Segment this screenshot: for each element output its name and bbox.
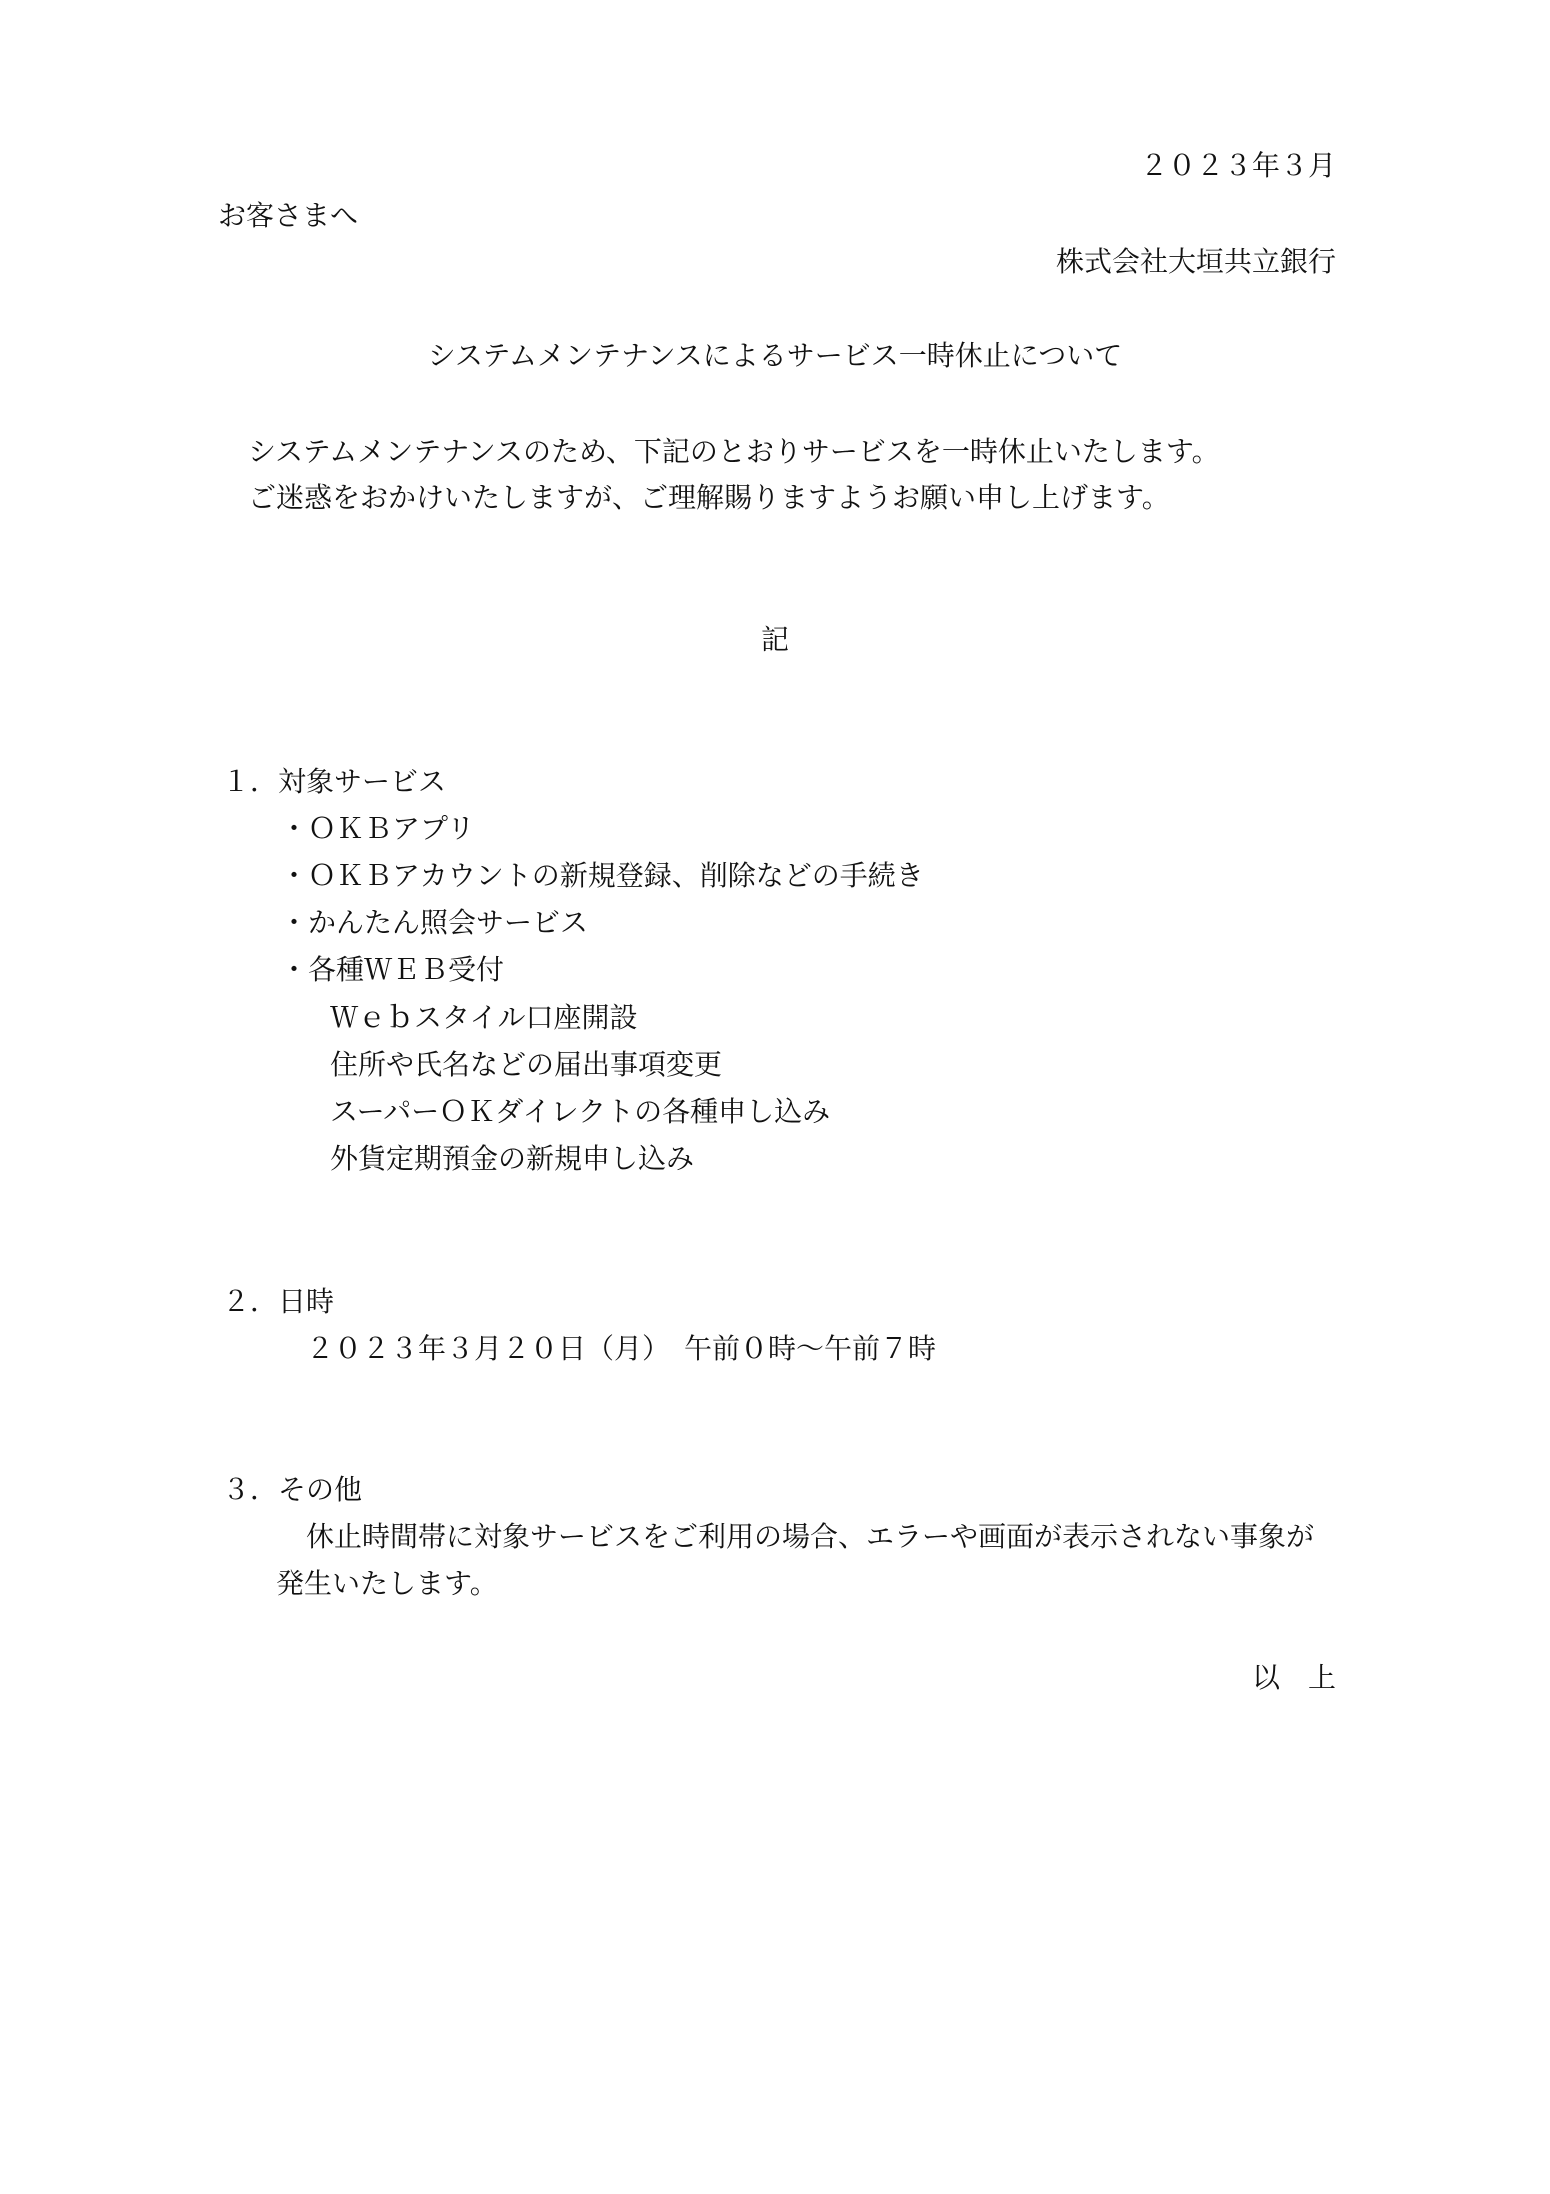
addressee: お客さまへ (218, 199, 359, 232)
web-sub-item-account-opening: Ｗｅｂスタイル口座開設 (330, 1001, 638, 1034)
intro-line-1: システムメンテナンスのため、下記のとおりサービスを一時休止いたします。 (248, 435, 1220, 468)
web-sub-item-foreign-deposit: 外貨定期預金の新規申し込み (330, 1142, 695, 1175)
service-item-okb-app: ・ＯＫＢアプリ (280, 812, 475, 845)
sender-name: 株式会社大垣共立銀行 (1055, 245, 1336, 278)
ki-heading: 記 (760, 623, 789, 656)
closing-ijou: 以 上 (1251, 1661, 1336, 1694)
service-item-okb-account: ・ＯＫＢアカウントの新規登録、削除などの手続き (280, 859, 924, 892)
intro-line-2: ご迷惑をおかけいたしますが、ご理解賜りますようお願い申し上げます。 (248, 481, 1170, 514)
section3-heading: ３．その他 (222, 1473, 363, 1506)
section3-body-line-1: 休止時間帯に対象サービスをご利用の場合、エラーや画面が表示されない事象が (306, 1520, 1315, 1553)
section1-heading: １．対象サービス (222, 765, 447, 798)
document-title: システムメンテナンスによるサービス一時休止について (427, 339, 1123, 372)
web-sub-item-super-ok-direct: スーパーＯＫダイレクトの各種申し込み (330, 1095, 831, 1128)
maintenance-datetime: ２０２３年３月２０日（月） 午前０時～午前７時 (306, 1332, 937, 1365)
section3-body-line-2: 発生いたします。 (276, 1567, 498, 1600)
web-sub-item-address-change: 住所や氏名などの届出事項変更 (330, 1048, 723, 1081)
section2-heading: ２．日時 (222, 1285, 335, 1318)
service-item-web-uketsuke: ・各種ＷＥＢ受付 (280, 953, 505, 986)
service-item-kantan-shokai: ・かんたん照会サービス (280, 906, 589, 939)
document-date: ２０２３年３月 (1139, 149, 1336, 182)
